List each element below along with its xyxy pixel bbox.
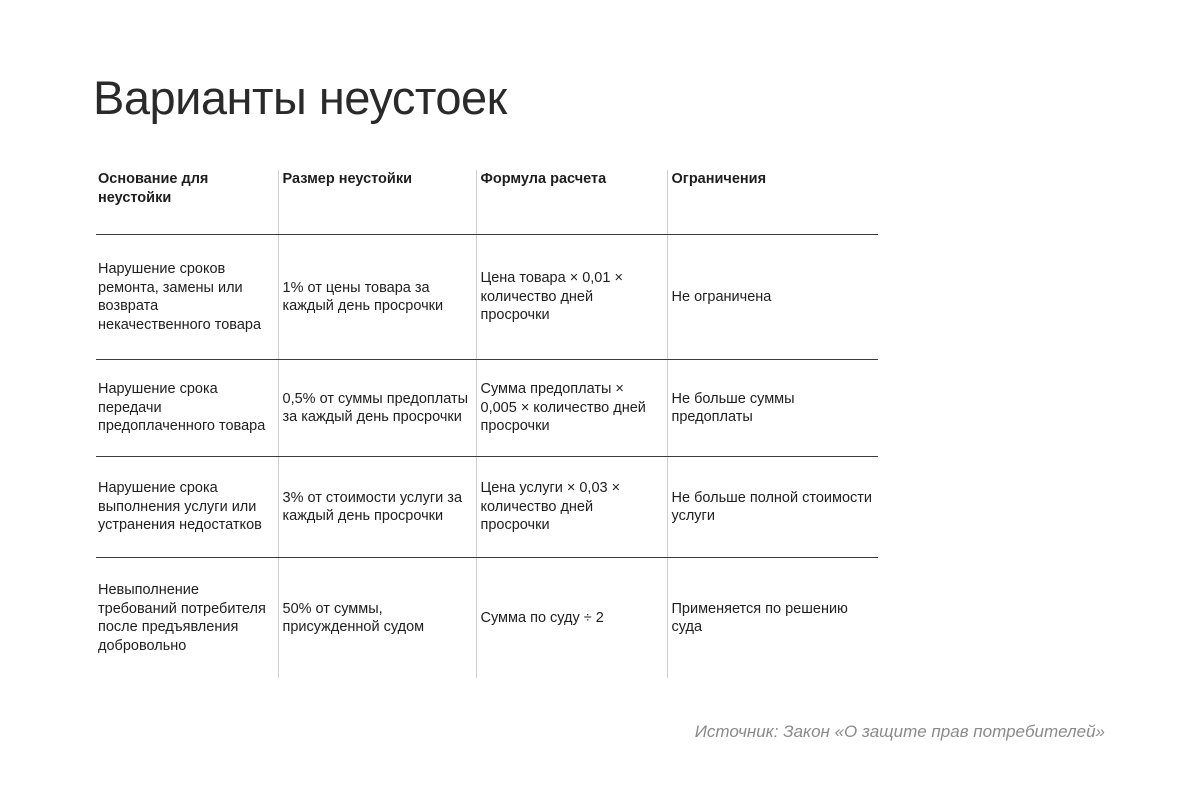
table-row [96, 360, 878, 457]
table-row [96, 457, 878, 558]
table-row [96, 235, 878, 360]
cell-limits: Не ограничена [667, 235, 878, 360]
cell-formula: Сумма по суду ÷ 2 [476, 558, 667, 679]
column-header-limits: Ограничения [667, 170, 878, 235]
page-title: Варианты неустоек [93, 71, 507, 124]
cell-amount: 1% от цены товара за каждый день просрочки [278, 235, 476, 360]
cell-basis: Невыполнение требований потребителя после предъявления добровольно [98, 582, 266, 654]
table-header-row [96, 170, 878, 235]
cell-basis: Нарушение срока выполнения услуги или устранения недостатков [96, 457, 278, 558]
column-header-formula: Формула расчета [476, 170, 667, 235]
cell-limits: Применяется по решению суда [667, 558, 878, 679]
cell-formula: Цена товара × 0,01 × количество дней просрочки [476, 235, 667, 360]
source-note: Источник: Закон «О защите прав потребителей» [694, 722, 1105, 741]
cell-amount: 0,5% от суммы предоплаты за каждый день просрочки [278, 360, 476, 457]
table-row [96, 558, 878, 679]
cell-formula: Цена услуги × 0,03 × количество дней просрочки [476, 457, 667, 558]
cell-amount: 3% от стоимости услуги за каждый день просрочки [278, 457, 476, 558]
cell-amount: 50% от суммы, присужденной судом [278, 558, 476, 679]
penalty-table [96, 170, 878, 678]
cell-limits: Не больше полной стоимости услуги [667, 457, 878, 558]
column-header-basis: Основание для неустойки [96, 170, 278, 235]
cell-basis: Нарушение срока передачи предоплаченного товара [96, 360, 278, 457]
cell-formula: Сумма предоплаты × 0,005 × количество дней просрочки [476, 360, 667, 457]
column-header-amount: Размер неустойки [278, 170, 476, 235]
cell-basis: Нарушение сроков ремонта, замены или возврата некачественного товара [96, 235, 278, 360]
cell-limits: Не больше суммы предоплаты [667, 360, 878, 457]
